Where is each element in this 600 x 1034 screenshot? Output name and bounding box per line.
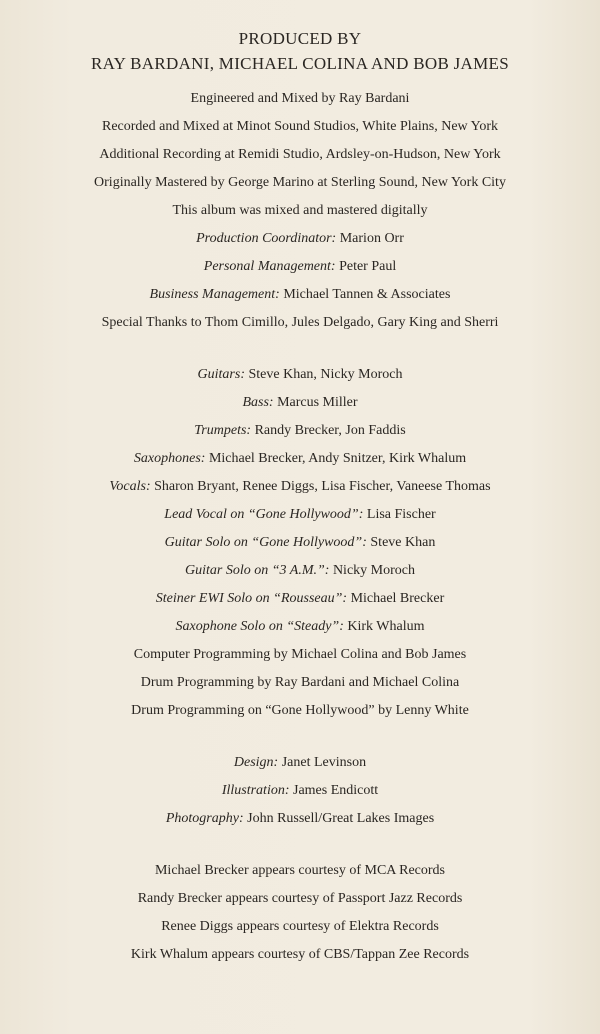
credit-drum-programming: Drum Programming by Ray Bardani and Michael Colina <box>140 675 460 690</box>
credit-label: Vocals: <box>109 479 151 494</box>
credit-label: Trumpets: <box>194 423 252 438</box>
credit-label: Personal Management: <box>203 259 336 274</box>
credit-value: John Russell/Great Lakes Images <box>243 811 435 826</box>
courtesy-kirk-whalum: Kirk Whalum appears courtesy of CBS/Tappan Zee Records <box>130 947 470 962</box>
credit-label: Saxophone Solo on “Steady”: <box>175 619 344 634</box>
credit-illustration <box>0 782 600 800</box>
credit-value: James Endicott <box>289 783 379 798</box>
credit-digital: This album was mixed and mastered digitally <box>172 203 428 218</box>
courtesy-randy-brecker: Randy Brecker appears courtesy of Passport Jazz Records <box>137 891 463 906</box>
credit-special-thanks: Special Thanks to Thom Cimillo, Jules Delgado, Gary King and Sherri <box>101 315 499 330</box>
credit-label: Lead Vocal on “Gone Hollywood”: <box>164 507 364 522</box>
credit-bass <box>0 394 600 412</box>
credit-label: Production Coordinator: <box>196 231 337 246</box>
credit-engineered: Engineered and Mixed by Ray Bardani <box>190 91 410 106</box>
credit-label: Guitar Solo on “3 A.M.”: <box>185 563 330 578</box>
credit-computer-programming: Computer Programming by Michael Colina and Bob James <box>133 647 467 662</box>
credit-mastered: Originally Mastered by George Marino at Sterling Sound, New York City <box>94 175 506 190</box>
credit-label: Steiner EWI Solo on “Rousseau”: <box>155 591 348 606</box>
credit-design <box>0 754 600 772</box>
credit-guitar-solo-gone-hollywood <box>0 534 600 552</box>
credit-label: Business Management: <box>149 287 280 302</box>
credit-label: Saxophones: <box>133 451 206 466</box>
credit-value: Michael Brecker, Andy Snitzer, Kirk Whalum <box>205 451 467 466</box>
producers-heading: RAY BARDANI, MICHAEL COLINA AND BOB JAMES <box>91 54 509 73</box>
credit-saxophones <box>0 450 600 468</box>
courtesy-renee-diggs: Renee Diggs appears courtesy of Elektra Records <box>161 919 439 934</box>
credit-value: Steve Khan <box>366 535 436 550</box>
credit-personal-management <box>0 258 600 276</box>
credit-value: Steve Khan, Nicky Moroch <box>244 367 403 382</box>
credit-label: Design: <box>233 755 279 770</box>
credit-label: Guitars: <box>197 367 245 382</box>
credit-additional-recording: Additional Recording at Remidi Studio, Ardsley-on-Hudson, New York <box>99 147 501 162</box>
credit-value: Peter Paul <box>335 259 397 274</box>
credit-business-management <box>0 286 600 304</box>
credit-value: Marcus Miller <box>273 395 358 410</box>
credit-guitar-solo-3am <box>0 562 600 580</box>
credit-sax-solo <box>0 618 600 636</box>
credit-drum-programming-gone-hollywood: Drum Programming on “Gone Hollywood” by Lenny White <box>131 703 469 718</box>
credit-value: Michael Brecker <box>347 591 445 606</box>
credit-guitars <box>0 366 600 384</box>
credit-lead-vocal <box>0 506 600 524</box>
credit-value: Marion Orr <box>336 231 404 246</box>
credit-label: Photography: <box>165 811 244 826</box>
credit-value: Kirk Whalum <box>343 619 425 634</box>
credit-value: Randy Brecker, Jon Faddis <box>251 423 406 438</box>
credit-value: Nicky Moroch <box>329 563 415 578</box>
credit-value: Janet Levinson <box>278 755 367 770</box>
credit-photography <box>0 810 600 828</box>
credit-label: Bass: <box>242 395 274 410</box>
credit-trumpets <box>0 422 600 440</box>
credit-vocals <box>0 478 600 496</box>
credit-production-coordinator <box>0 230 600 248</box>
credit-label: Illustration: <box>221 783 290 798</box>
credit-label: Guitar Solo on “Gone Hollywood”: <box>164 535 367 550</box>
credit-ewi-solo <box>0 590 600 608</box>
produced-by-heading: PRODUCED BY <box>238 29 362 48</box>
credit-value: Lisa Fischer <box>363 507 436 522</box>
credit-recorded: Recorded and Mixed at Minot Sound Studios, White Plains, New York <box>101 119 498 134</box>
credit-value: Sharon Bryant, Renee Diggs, Lisa Fischer, Vaneese Thomas <box>150 479 491 494</box>
courtesy-michael-brecker: Michael Brecker appears courtesy of MCA Records <box>154 863 445 878</box>
credit-value: Michael Tannen & Associates <box>279 287 451 302</box>
